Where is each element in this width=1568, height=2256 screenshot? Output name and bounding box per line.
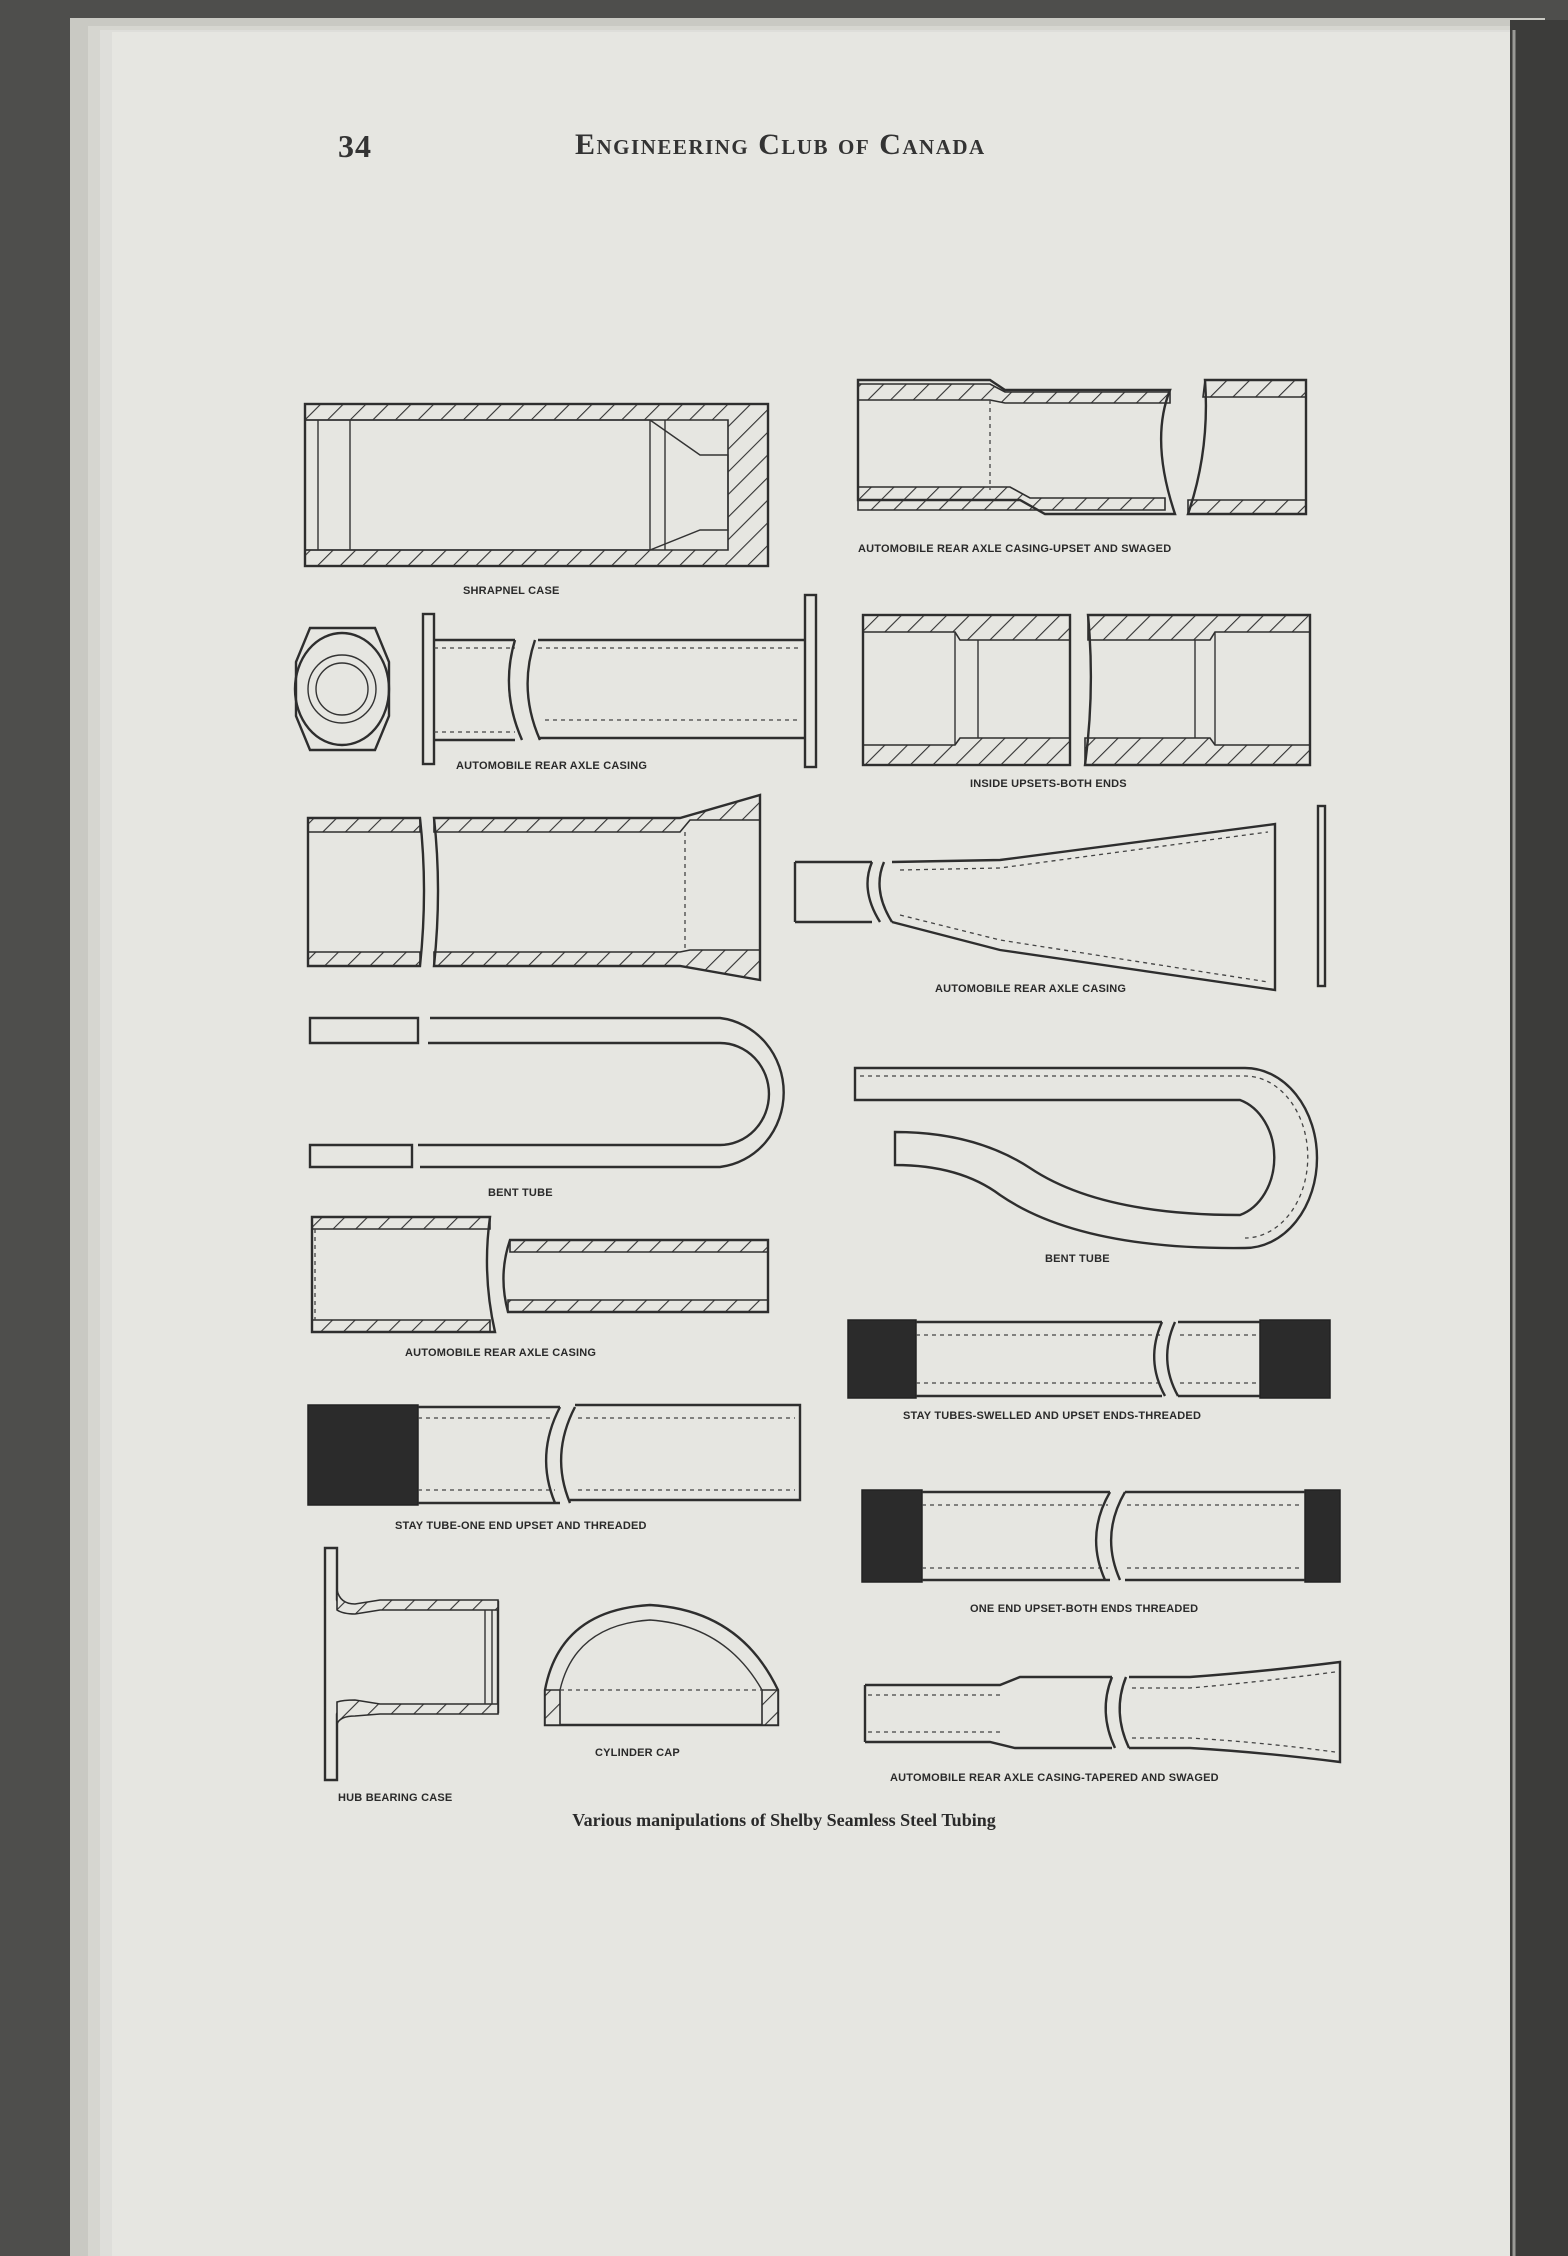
- label-one-end-upset: ONE END UPSET-BOTH ENDS THREADED: [970, 1603, 1199, 1615]
- label-shrapnel-case: SHRAPNEL CASE: [463, 585, 560, 597]
- running-head: Engineering Club of Canada: [575, 128, 986, 161]
- label-inside-upsets: INSIDE UPSETS-BOTH ENDS: [970, 778, 1127, 790]
- label-axle-tapered-swaged: AUTOMOBILE REAR AXLE CASING-TAPERED AND SWAGED: [890, 1772, 1219, 1784]
- label-bent-tube-1: BENT TUBE: [488, 1187, 553, 1199]
- label-hub-bearing-case: HUB BEARING CASE: [338, 1792, 453, 1804]
- page-number: 34: [338, 128, 372, 164]
- label-axle-upset-swaged: AUTOMOBILE REAR AXLE CASING-UPSET AND SWAGED: [858, 543, 1172, 555]
- label-cylinder-cap: CYLINDER CAP: [595, 1747, 680, 1759]
- label-axle-casing-2: AUTOMOBILE REAR AXLE CASING: [935, 983, 1127, 995]
- figure-caption: Various manipulations of Shelby Seamless Steel Tubing: [572, 1810, 996, 1830]
- label-bent-tube-2: BENT TUBE: [1045, 1253, 1110, 1265]
- label-stay-tubes-swelled: STAY TUBES-SWELLED AND UPSET ENDS-THREADED: [903, 1410, 1202, 1422]
- label-stay-tube-one-end: STAY TUBE-ONE END UPSET AND THREADED: [395, 1520, 647, 1532]
- label-axle-casing-1: AUTOMOBILE REAR AXLE CASING: [456, 760, 648, 772]
- label-axle-casing-3: AUTOMOBILE REAR AXLE CASING: [405, 1347, 597, 1359]
